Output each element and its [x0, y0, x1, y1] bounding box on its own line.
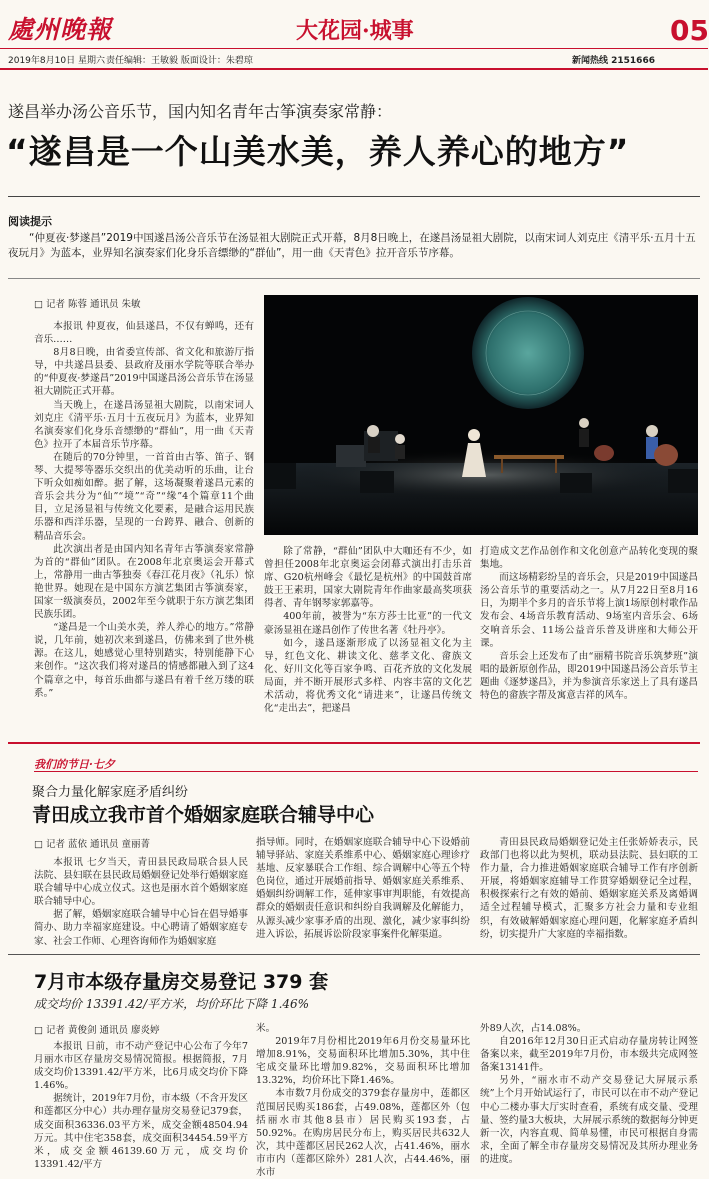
paragraph: “遂昌是一个山美水美，养人养心的地方。”常静说，几年前，她初次来到遂昌，仿佛来到了世外桃源。在这儿，她感觉心里特别踏实，特别能静下心来创作。“这次我们将对遂昌的情感都融入到了这4个篇章之中，每首乐曲都与遂昌有着千丝万缕的联系。” [34, 622, 254, 699]
paragraph: 2019年7月份相比2019年6月份交易量环比增加8.91%，交易面积环比增加5.30%，其中住宅成交量环比增加9.82%，交易面积环比增加13.32%，均价环比下降1.46%。 [256, 1036, 470, 1087]
issue-date: 2019年8月10日 星期六 [8, 56, 105, 66]
lead-column-3 [480, 545, 698, 733]
lead-column-1 [34, 320, 254, 730]
paragraph: 打造成文艺作品创作和文化创意产品转化变现的聚集地。 [480, 546, 698, 571]
summary-label: 阅读提示 [8, 215, 52, 228]
concert-stage-illustration [264, 295, 698, 535]
tag-rule [34, 771, 698, 772]
paragraph: 本报讯 日前，市不动产登记中心公布了今年7月丽水市区存量房交易情况简报。根据简报，7月成交均价13391.42/平方米，比6月成交均价下降1.46%。 [34, 1041, 248, 1092]
story3-column-2 [256, 1022, 470, 1179]
lead-subhead: 遂昌举办汤公音乐节，国内知名青年古筝演奏家常静： [8, 102, 393, 121]
page-number: 05 [670, 14, 709, 47]
paragraph: 当天晚上，在遂昌汤显祖大剧院，以南宋词人刘克庄《清平乐·五月十五夜玩月》为蓝本，业界知名演奏家们化身乐音缥缈的“群仙”，用一曲《天青色》拉开了本届音乐节序幕。 [34, 399, 254, 450]
story2-column-2 [256, 836, 470, 948]
paragraph: 如今，遂昌逐渐形成了以汤显祖文化为主导，红色文化、耕读文化、慈孝文化、畲族文化、好川文化等百家争鸣、百花齐放的文化发展局面，并不断开展形式多样、内容丰富的文化艺术活动，将优秀文化“请进来”，让遂昌传统文化“走出去”，把遂昌 [264, 637, 472, 715]
paragraph: 此次演出者是由国内知名青年古筝演奏家常静为首的“群仙”团队。在2008年北京奥运会开幕式上，常静用一曲古筝独奏《春江花月夜》（礼乐）惊艳世界。她现在是中国东方演艺集团古筝演奏家，国家一级演奏员，2002年至今就职于东方演艺集团民族乐团。 [34, 543, 254, 621]
story3-byline: □ 记者 黄俊剑 通讯员 廖炎婷 [34, 1022, 160, 1036]
paragraph: 指导师。同时，在婚姻家庭联合辅导中心下设婚前辅导驿站、家庭关系维系中心、婚姻家庭心理诊疗基地、反家暴联合工作组、综合调解中心等五个特色岗位，通过开展婚前指导、婚姻家庭关系维系、婚姻纠纷调解工作，延伸家事审判职能，有效提高群众的婚姻责任意识和纠纷自我调解及化解能力，从源头减少家事矛盾的出现、激化，减少家事纠纷进入诉讼，拓展诉讼阶段家事案件化解渠道。 [256, 837, 470, 940]
story-divider-2 [8, 954, 700, 955]
paragraph: 外89人次，占14.08%。 [480, 1023, 587, 1034]
paragraph: 据统计，2019年7月份，市本级（不含开发区和莲都区分中心）共办理存量房交易登记379套，成交面积36336.03平方米，成交金额48504.94万元。其中住宅358套，成交面积34454.59平方米，成交金额46139.60万元，成交均价13391.42/平方 [34, 1093, 248, 1170]
lead-summary: “仲夏夜·梦遂昌”2019中国遂昌汤公音乐节在汤显祖大剧院正式开幕，8月8日晚上，在遂昌汤显祖大剧院，以南宋词人刘克庄《清平乐·五月十五夜玩月》为蓝本，业界知名演奏家们化身乐音缥缈的“群仙”，用一曲《天青色》拉开音乐节序幕。 [8, 232, 696, 259]
story2-byline: □ 记者 蓝依 通讯员 童丽菁 [34, 836, 150, 850]
projection-disc [472, 297, 584, 409]
story3-column-3 [480, 1022, 698, 1165]
summary-divider [8, 278, 700, 279]
story-divider-1 [8, 742, 700, 744]
lead-column-2 [264, 545, 472, 733]
paragraph: 除了常静，“群仙”团队中大咖还有不少，如曾担任2008年北京奥运会闭幕式演出打击乐首席、G20杭州峰会《最忆是杭州》的中国鼓首席鼓王王素玥，国家大剧院青年作曲家最高奖项获得者、青年钢琴家郭嘉等。 [264, 546, 472, 610]
paragraph: 本报讯 七夕当天，青田县民政局联合县人民法院、县妇联在县民政局婚姻登记处举行婚姻家庭联合辅导中心成立仪式。这也是丽水首个婚姻家庭联合辅导中心。 [34, 857, 248, 908]
masthead-rule-bottom [0, 68, 708, 70]
news-hotline: 新闻热线 2151666 [572, 56, 655, 66]
story2-column-3 [480, 836, 698, 948]
paragraph: 另外，“丽水市不动产交易登记大屏展示系统”上个月开始试运行了，市民可以在市不动产登记中心二楼办事大厅实时查看，系统有成交量、受理量、签约量3大板块，大屏展示系统的数据每分钟更新一次，内容直观、简单易懂，市民可根据自身需求，全面了解全市存量房交易情况及其所办理业务的进度。 [480, 1075, 698, 1165]
paragraph: 而这场精彩纷呈的音乐会，只是2019中国遂昌汤公音乐节的重要活动之一。从7月22日至8月16日，为期半个多月的音乐节将上演1场原创村歌作品发布会、4场音乐教育活动、9场室内音乐会、6场交响音乐会、11场公益音乐普及讲座和大师公开课。 [480, 572, 698, 649]
newspaper-logo: 處州晚報 [8, 15, 113, 44]
paragraph: 在随后的70分钟里，一首首由古筝、笛子、钢琴、大提琴等器乐交织出的优美动听的乐曲，让台下听众如痴如醉。据了解，这场凝聚着遂昌元素的音乐会共分为“仙”“境”“奇”“缘”4个篇章11个曲目，立足汤显祖与传统文化要素，是融合运用民族乐器和西洋乐器，呈现的一台跨界、融合、创新的精品音乐会。 [34, 451, 254, 542]
masthead-rule-top [0, 48, 708, 49]
lead-headline: “遂昌是一个山美水美，养人养心的地方” [6, 132, 630, 171]
section-title: 大花园·城事 [296, 18, 414, 44]
concert-photo [264, 295, 698, 535]
paragraph: 本市数7月份成交的379套存量房中，莲都区范围居民购买186套，占49.08%，莲都区外（包括丽水市其他8县市）居民购买193套，占50.92%。在购房居民分布上，购买居民共632人次，其中莲都区居民262人次，占41.46%，丽水市市内（莲都区除外）281人次，占44.46%，丽水市 [256, 1088, 470, 1179]
paragraph: 米。 [256, 1023, 276, 1034]
paragraph: 青田县民政局婚姻登记处主任张娇娇表示，民政部门也将以此为契机，联动县法院、县妇联的工作力量，合力推进婚姻家庭联合辅导工作有序创新开展，将婚姻家庭辅导工作贯穿婚姻登记全过程，积极探索行之有效的婚前、婚姻家庭关系及离婚调适全过程辅导模式，汇聚多方社会力量和专业组织，有效破解婚姻家庭心理问题，化解家庭矛盾纠纷，切实提升广大家庭的幸福指数。 [480, 837, 698, 940]
paragraph: 音乐会上还发布了由“丽精书院音乐筑梦班”演唱的最新原创作品，即2019中国遂昌汤公音乐节主题曲《逐梦遂昌》，并为参演音乐家送上了具有遂昌特色的畲族字帮及寓意吉祥的风车。 [480, 650, 698, 702]
lead-byline: □ 记者 陈蓉 通讯员 朱敏 [34, 296, 141, 310]
paragraph: 自2016年12月30日正式启动存量房转让网签备案以来，截至2019年7月份，市本级共完成网签备案13141件。 [480, 1036, 698, 1074]
story2-column-1 [34, 856, 248, 948]
paragraph: 据了解，婚姻家庭联合辅导中心旨在倡导婚事简办、助力幸福家庭建设。中心聘请了婚姻家庭专家、社会工作师、心理咨询师作为婚姻家庭 [34, 909, 248, 947]
story3-column-1 [34, 1040, 248, 1170]
paragraph: 8月8日晚，由省委宣传部、省文化和旅游厅指导，中共遂昌县委、县政府及丽水学院等联合举办的“仲夏夜·梦遂昌”2019中国遂昌汤公音乐节在汤显祖大剧院正式开幕。 [34, 347, 254, 398]
story2-headline: 青田成立我市首个婚姻家庭联合辅导中心 [32, 804, 375, 826]
story3-headline: 7月市本级存量房交易登记 379 套 [34, 971, 329, 993]
festival-tag: 我们的节日·七夕 [34, 758, 115, 771]
paragraph: 本报讯 仲夏夜，仙县遂昌，不仅有蝉鸣，还有音乐…… [34, 321, 254, 346]
story2-kicker: 聚合力量化解家庭矛盾纠纷 [32, 785, 189, 800]
story3-subhead: 成交均价 13391.42/平方米，均价环比下降 1.46% [34, 997, 310, 1011]
editor-credits: 责任编辑：王敏毅 版面设计：朱碧琼 [106, 56, 253, 66]
paragraph: 400年前，被誉为“东方莎士比亚”的一代文豪汤显祖在遂昌创作了传世名著《牡丹亭》。 [264, 611, 472, 636]
headline-divider [8, 196, 700, 197]
